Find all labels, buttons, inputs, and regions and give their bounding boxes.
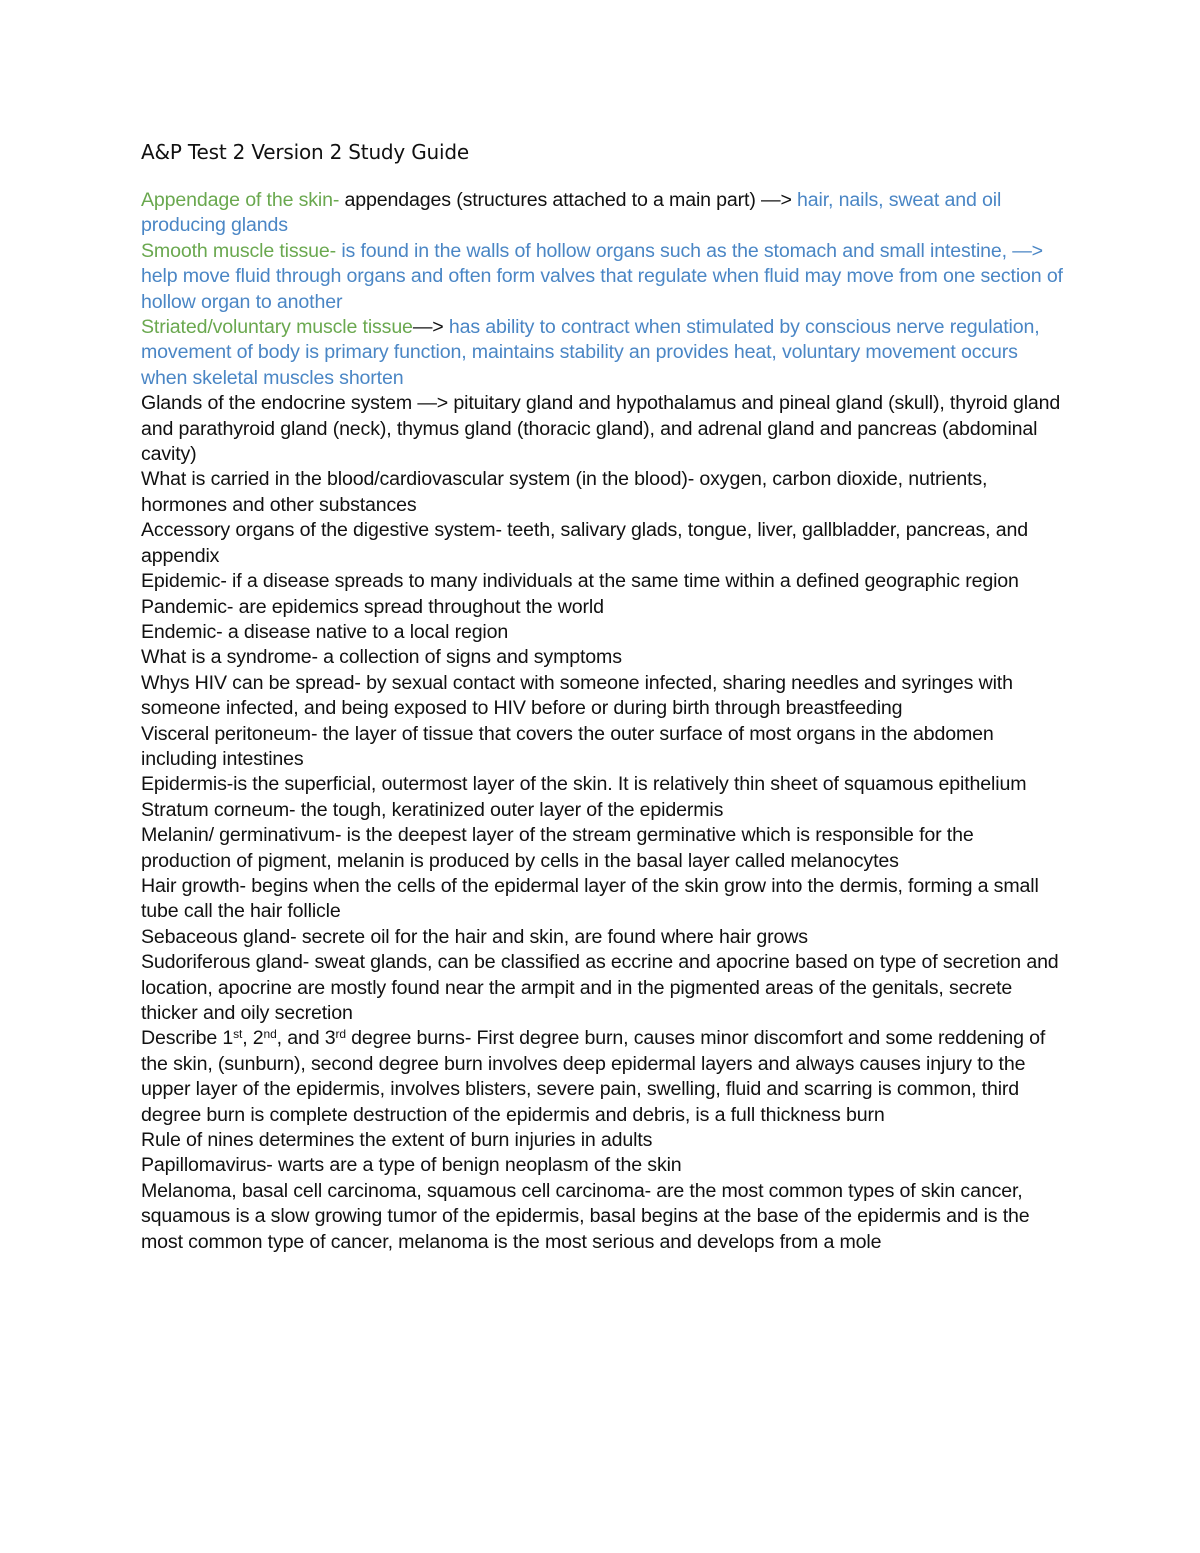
entry-definition: hair, nails, sweat and oil producing glands bbox=[141, 189, 1002, 237]
entry-sebaceous-gland: Sebaceous gland- secrete oil for the hair and skin, are found where hair grows bbox=[141, 925, 808, 948]
entry-digestive-accessory-organs: Accessory organs of the digestive system- teeth, salivary glads, tongue, liver, gallbladder, pancreas, and appendix bbox=[141, 519, 1028, 567]
entry-appendage-of-skin bbox=[141, 188, 1066, 239]
entry-skin-cancers: Melanoma, basal cell carcinoma, squamous cell carcinoma- are the most common types of skin cancer, squamous is a slow growing tumor of the epidermis, basal begins at the base of the epidermis and is the most common type of cancer, melanoma is the most serious and develops from a mole bbox=[141, 1179, 1030, 1253]
entry-smooth-muscle bbox=[141, 239, 1066, 315]
document-page bbox=[141, 138, 1066, 1255]
entry-stratum-corneum: Stratum corneum- the tough, keratinized outer layer of the epidermis bbox=[141, 798, 724, 821]
burns-superscript-rd: rd bbox=[335, 1027, 346, 1042]
entry-term: Appendage of the skin- bbox=[141, 189, 340, 211]
entry-sudoriferous-gland: Sudoriferous gland- sweat glands, can be classified as eccrine and apocrine based on type of secretion and location, apocrine are mostly found near the armpit and in the pigmented areas of the genitals, secrete thicker and oily secretion bbox=[141, 951, 1059, 1024]
entry-melanin-germinativum: Melanin/ germinativum- is the deepest layer of the stream germinative which is responsible for the production of pigment, melanin is produced by cells in the basal layer called melanocytes bbox=[141, 824, 974, 872]
entry-visceral-peritoneum: Visceral peritoneum- the layer of tissue that covers the outer surface of most organs in the abdomen including intestines bbox=[141, 722, 994, 770]
entry-term: Smooth muscle tissue- bbox=[141, 239, 337, 262]
burns-text-c: , and 3 bbox=[276, 1027, 336, 1050]
entry-rule-of-nines: Rule of nines determines the extent of burn injuries in adults bbox=[141, 1129, 653, 1152]
entry-blood-contents: What is carried in the blood/cardiovascular system (in the blood)- oxygen, carbon dioxide, nutrients, hormones and other substances bbox=[141, 468, 988, 516]
entry-pandemic: Pandemic- are epidemics spread throughout the world bbox=[141, 595, 604, 618]
burns-superscript-st: st bbox=[233, 1027, 243, 1042]
burns-text-d: degree burns- First degree burn, causes minor discomfort and some reddening of the skin, (sunburn), second degree burn involves deep epidermal layers and always causes injury to the upper layer of the epidermis, involves blisters, severe pain, swelling, fluid and scarring is common, third degree burn is complete destruction of the epidermis and debris, is a full thickness burn bbox=[141, 1027, 1046, 1126]
entry-striated-muscle bbox=[141, 315, 1066, 391]
study-guide-body bbox=[141, 188, 1066, 1255]
burns-text-a: Describe 1 bbox=[141, 1027, 234, 1050]
entry-epidermis: Epidermis-is the superficial, outermost layer of the skin. It is relatively thin sheet of squamous epithelium bbox=[141, 773, 1027, 796]
entry-papillomavirus: Papillomavirus- warts are a type of benign neoplasm of the skin bbox=[141, 1154, 682, 1177]
entry-hair-growth: Hair growth- begins when the cells of the epidermal layer of the skin grow into the dermis, forming a small tube call the hair follicle bbox=[141, 874, 1039, 923]
entry-endocrine-glands: Glands of the endocrine system —> pituitary gland and hypothalamus and pineal gland (skull), thyroid gland and parathyroid gland (neck), thymus gland (thoracic gland), and adrenal gland and pancreas (abdominal cavity) bbox=[141, 392, 1061, 466]
entry-definition: is found in the walls of hollow organs such as the stomach and small intestine, —> help move fluid through organs and often form valves that regulate when fluid may move from one section of hollow organ to another bbox=[141, 239, 1063, 313]
entry-connector: appendages (structures attached to a main part) —> bbox=[339, 189, 798, 211]
entry-term: Striated/voluntary muscle tissue bbox=[141, 316, 413, 339]
entry-epidemic: Epidemic- if a disease spreads to many individuals at the same time within a defined geographic region bbox=[141, 570, 1019, 593]
burns-text-b: , 2 bbox=[242, 1027, 264, 1050]
entry-burn-degrees bbox=[141, 1026, 1066, 1128]
burns-superscript-nd: nd bbox=[263, 1027, 277, 1042]
entry-syndrome: What is a syndrome- a collection of signs and symptoms bbox=[141, 646, 622, 669]
entry-hiv-spread: Whys HIV can be spread- by sexual contact with someone infected, sharing needles and syringes with someone infected, and being exposed to HIV before or during birth through breastfeeding bbox=[141, 671, 1013, 720]
entry-connector: —> bbox=[412, 316, 449, 339]
entry-definition: has ability to contract when stimulated by conscious nerve regulation, movement of body is primary function, maintains stability an provides heat, voluntary movement occurs when skeletal muscles shorten bbox=[141, 316, 1040, 389]
entry-endemic: Endemic- a disease native to a local region bbox=[141, 620, 509, 643]
document-title: A&P Test 2 Version 2 Study Guide bbox=[141, 140, 469, 164]
